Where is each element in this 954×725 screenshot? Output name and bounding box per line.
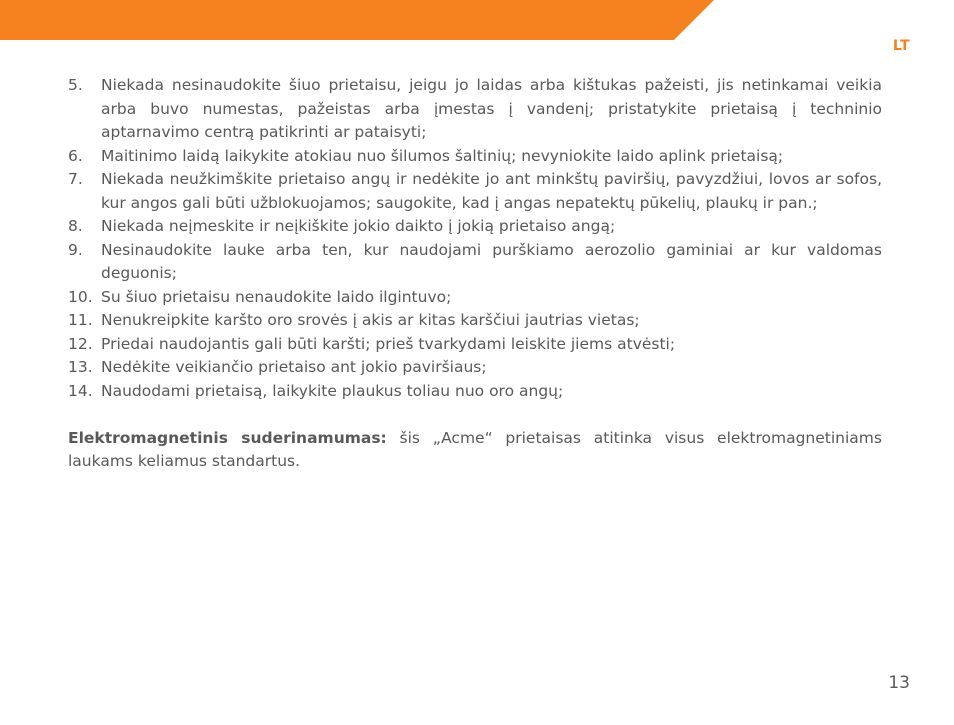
- emc-paragraph: [68, 427, 882, 474]
- emc-label: Elektromagnetinis suderinamumas:: [68, 428, 387, 447]
- list-item-number: 6.: [68, 146, 83, 165]
- list-item-text: Nenukreipkite karšto oro srovės į akis ar kitas karščiui jautrias vietas;: [101, 311, 640, 329]
- list-item-number: 7.: [68, 170, 83, 188]
- list-item-text: Su šiuo prietaisu nenaudokite laido ilgintuvo;: [101, 287, 452, 306]
- list-item-text: Nesinaudokite lauke arba ten, kur naudojami purškiamo aerozolio gaminiai ar kur valdomas deguonis;: [101, 240, 882, 282]
- list-item: [68, 309, 882, 333]
- list-item-number: 11.: [68, 311, 93, 329]
- list-item-text: Niekada neįmeskite ir neįkiškite jokio daikto į jokią prietaiso angą;: [101, 217, 616, 235]
- page-content: [68, 74, 882, 489]
- emc-text: šis „Acme“ prietaisas atitinka visus elektromagnetiniams laukams keliamus standartus.: [68, 428, 882, 470]
- list-item-number: 10.: [68, 287, 93, 306]
- list-item: [68, 215, 882, 239]
- list-item: [68, 145, 882, 169]
- list-item-number: 13.: [68, 358, 93, 376]
- list-item: [68, 356, 882, 380]
- list-item-number: 12.: [68, 334, 93, 353]
- list-item: [68, 168, 882, 215]
- list-item: [68, 74, 882, 145]
- list-item-number: 8.: [68, 217, 83, 235]
- safety-instructions-list: [68, 74, 882, 403]
- list-item-text: Naudodami prietaisą, laikykite plaukus toliau nuo oro angų;: [101, 381, 564, 400]
- list-item: [68, 333, 882, 357]
- list-item-text: Niekada neužkimškite prietaiso angų ir nedėkite jo ant minkštų paviršių, pavyzdžiui, lovos ar sofos, kur angos gali būti užblokuojamos; saugokite, kad į angas nepatektų pūkelių, plaukų ir pan.;: [101, 170, 882, 212]
- list-item-text: Maitinimo laidą laikykite atokiau nuo šilumos šaltinių; nevyniokite laido aplink prietaisą;: [101, 146, 784, 165]
- list-item: [68, 380, 882, 404]
- page-number: 13: [888, 673, 910, 693]
- list-item-number: 9.: [68, 240, 83, 259]
- list-item-number: 5.: [68, 76, 83, 94]
- list-item-text: Nedėkite veikiančio prietaiso ant jokio paviršiaus;: [101, 358, 487, 376]
- list-item: [68, 239, 882, 286]
- list-item-text: Priedai naudojantis gali būti karšti; prieš tvarkydami leiskite jiems atvėsti;: [101, 334, 676, 353]
- list-item-number: 14.: [68, 381, 93, 400]
- language-tag: LT: [892, 38, 910, 54]
- header-orange-band: [0, 0, 954, 40]
- list-item-text: Niekada nesinaudokite šiuo prietaisu, jeigu jo laidas arba kištukas pažeisti, jis netinkamai veikia arba buvo numestas, pažeistas arba įmestas į vandenį; pristatykite prietaisą į techninio aptarnavimo centrą patikrinti ar pataisyti;: [101, 76, 882, 141]
- list-item: [68, 286, 882, 310]
